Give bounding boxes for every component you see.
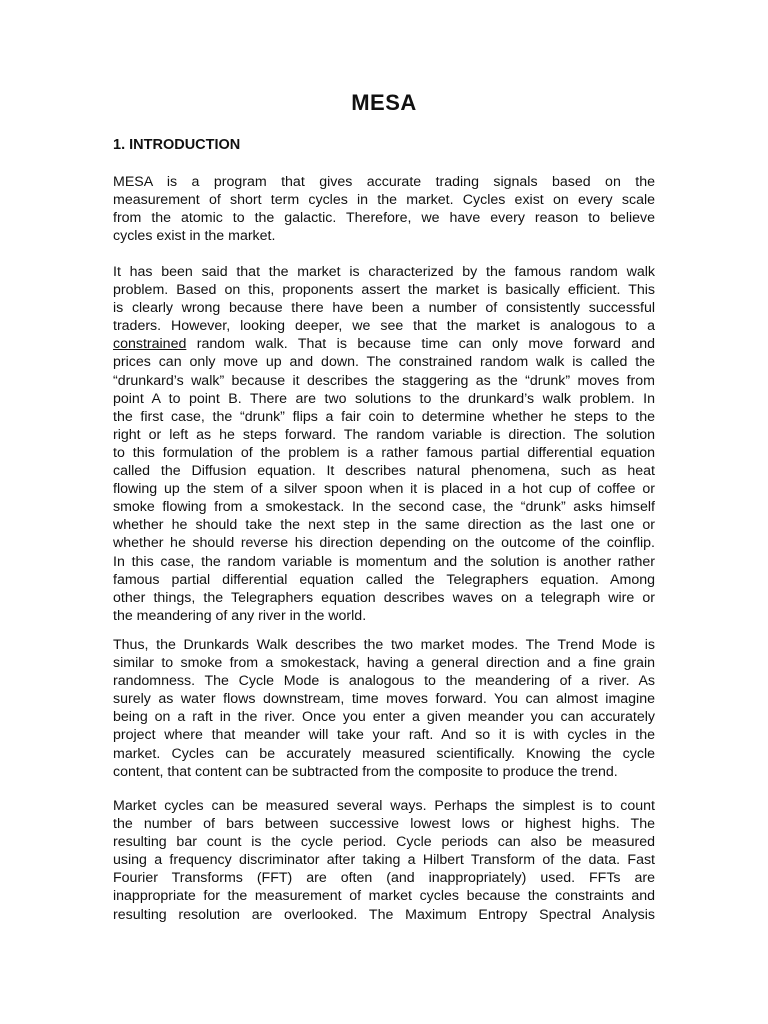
text-line: Thus, the Drunkards Walk describes the two market modes. The Trend Mode is	[113, 637, 655, 653]
text-line: prices can only move up and down. The constrained random walk is called the	[113, 354, 655, 371]
text-line: the first case, the “drunk” flips a fair coin to determine whether he steps to the	[113, 408, 655, 425]
text-line: It has been said that the market is characterized by the famous random walk	[113, 264, 655, 280]
underlined-word: constrained	[113, 336, 187, 353]
text-line-with-underline	[113, 335, 655, 353]
page-title: MESA	[351, 90, 417, 115]
text-line: famous partial differential equation called the Telegraphers equation. Among	[113, 571, 655, 588]
text-line: right or left as he steps forward. The random variable is direction. The solution	[113, 426, 655, 443]
text-line: MESA is a program that gives accurate trading signals based on the	[113, 174, 655, 190]
paragraph-2	[113, 263, 655, 625]
text-line: point A to point B. There are two solutions to the drunkard’s walk problem. In	[113, 390, 655, 407]
text-line: market. Cycles can be accurately measured scientifically. Knowing the cycle	[113, 745, 655, 762]
text-line: Market cycles can be measured several ways. Perhaps the simplest is to count	[113, 798, 655, 814]
text-line: measurement of short term cycles in the market. Cycles exist on every scale	[113, 192, 655, 209]
text-line: project where that meander will take your raft. And so it is with cycles in the	[113, 727, 655, 744]
text-line: from the atomic to the galactic. Therefore, we have every reason to believe	[113, 210, 655, 227]
text-line: whether he should take the next step in the same direction as the last one or	[113, 517, 655, 534]
text-line: the number of bars between successive lowest lows or highest highs. The	[113, 816, 655, 833]
text-line: called the Diffusion equation. It describes natural phenomena, such as heat	[113, 463, 655, 480]
text-line: similar to smoke from a smokestack, having a general direction and a fine grain	[113, 655, 655, 672]
text-line: is clearly wrong because there have been a number of consistently successful	[113, 300, 655, 317]
text-line: inappropriate for the measurement of market cycles because the constraints and	[113, 888, 655, 905]
text-line: problem. Based on this, proponents assert the market is basically efficient. This	[113, 282, 655, 299]
text-line: resulting resolution are overlooked. The Maximum Entropy Spectral Analysis	[113, 906, 655, 923]
paragraph-3	[113, 636, 655, 781]
paragraph-1	[113, 173, 655, 245]
text-line: using a frequency discriminator after taking a Hilbert Transform of the data. Fast	[113, 852, 655, 869]
text-line: the meandering of any river in the world.	[113, 607, 367, 624]
section-heading: 1. INTRODUCTION	[113, 137, 241, 153]
text-line: other things, the Telegraphers equation describes waves on a telegraph wire or	[113, 589, 655, 606]
text-line: content, that content can be subtracted from the composite to produce the trend.	[113, 763, 618, 780]
text-line: being on a raft in the river. Once you enter a given meander you can accurately	[113, 709, 655, 726]
paragraph-4	[113, 797, 655, 924]
text-line: resulting bar count is the cycle period. Cycle periods can also be measured	[113, 834, 655, 851]
text-line-rest: random walk. That is because time can only move forward and	[196, 336, 655, 353]
text-line: Fourier Transforms (FFT) are often (and inappropriately) used. FFTs are	[113, 870, 655, 887]
text-line: randomness. The Cycle Mode is analogous to the meandering of a river. As	[113, 673, 655, 690]
text-line: traders. However, looking deeper, we see that the market is analogous to a	[113, 318, 655, 335]
text-line: In this case, the random variable is momentum and the solution is another rather	[113, 553, 655, 570]
text-line: whether he should reverse his direction depending on the outcome of the coinflip.	[113, 535, 655, 552]
text-line: smoke flowing from a smokestack. In the second case, the “drunk” asks himself	[113, 499, 655, 516]
text-line: to this formulation of the problem is a rather famous partial differential equation	[113, 444, 655, 461]
text-line: cycles exist in the market.	[113, 228, 276, 245]
text-line: flowing up the stem of a silver spoon when it is placed in a hot cup of coffee or	[113, 481, 655, 498]
text-line: “drunkard’s walk” because it describes the staggering as the “drunk” moves from	[113, 372, 655, 389]
text-line: surely as water flows downstream, time moves forward. You can almost imagine	[113, 691, 655, 708]
